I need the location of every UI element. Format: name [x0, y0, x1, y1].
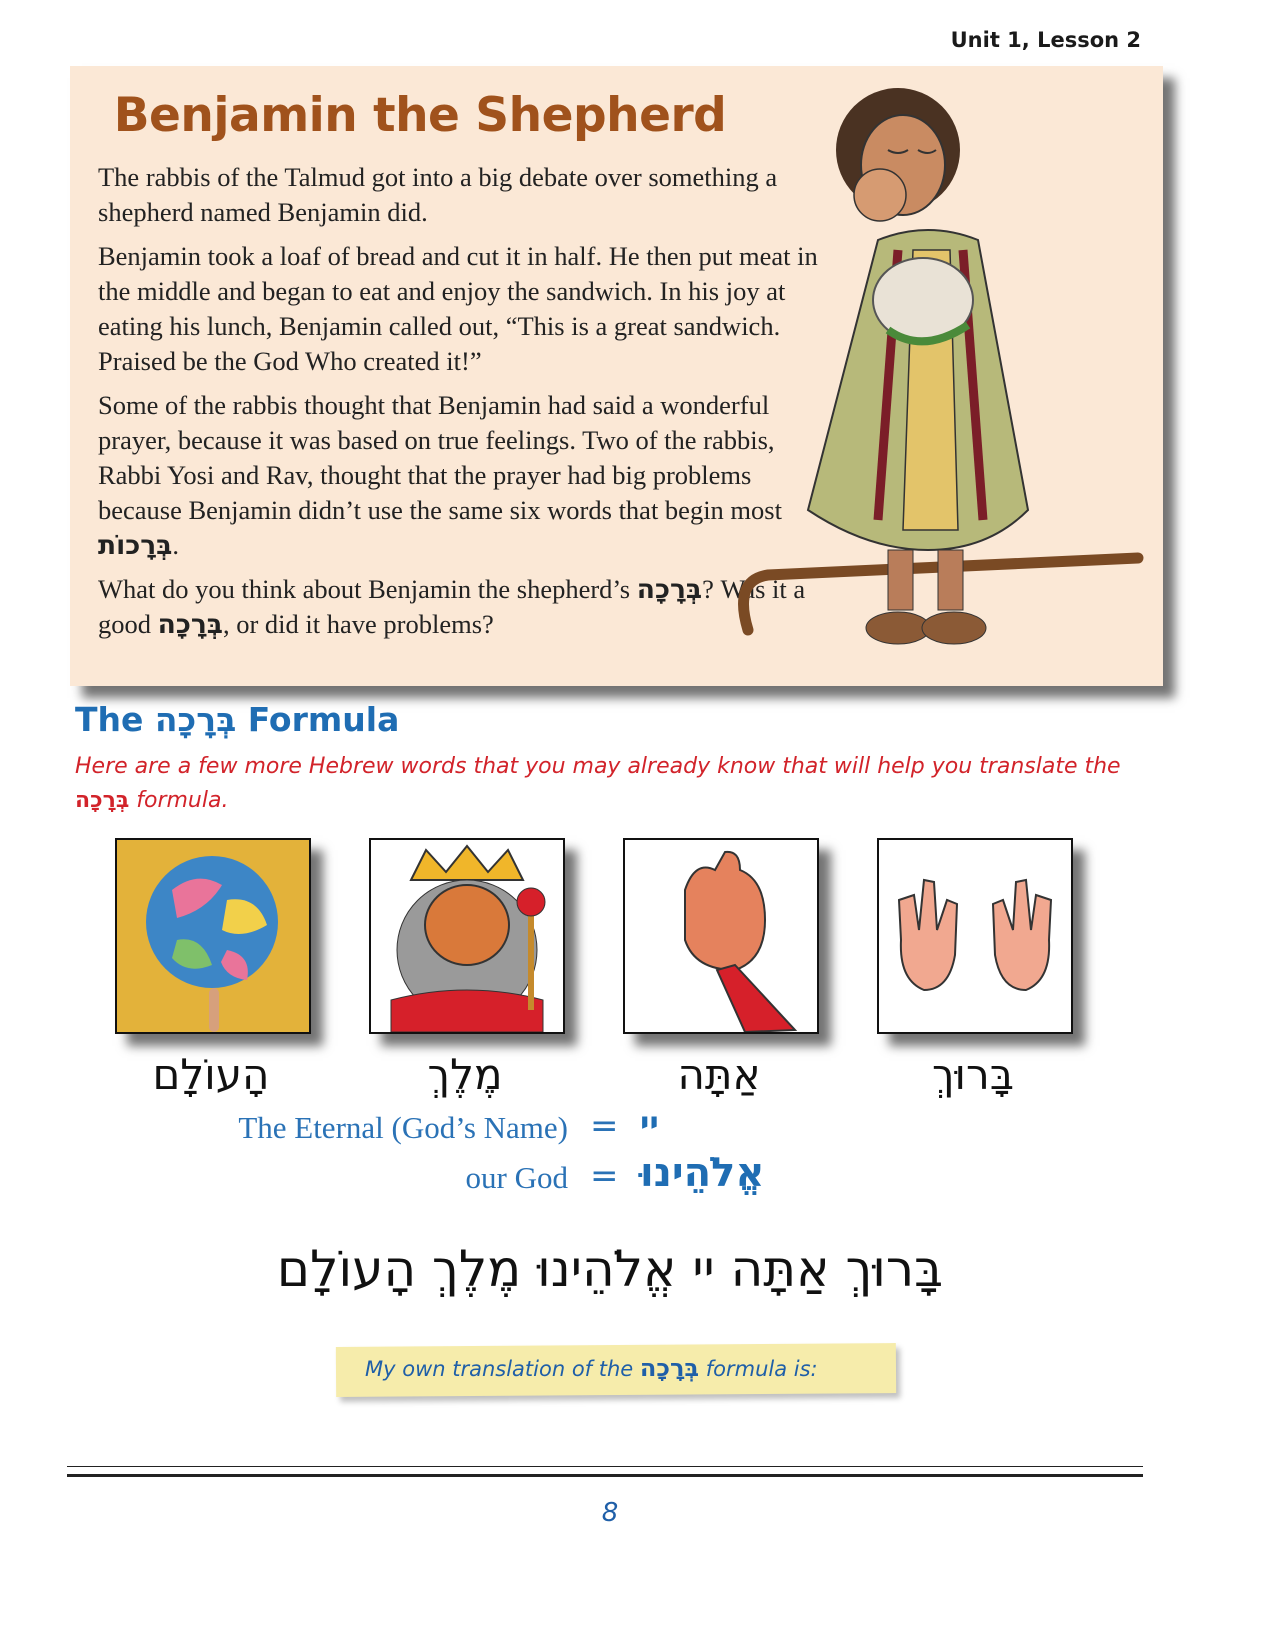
story-paragraph-3-text: Some of the rabbis thought that Benjamin had said a wonderful prayer, because it was based on true feelings. Two of the rabbis, Rabbi Yosi and Rav, thought that the prayer had big problems because Benjamin didn’t use the same six words that begin most: [98, 390, 782, 525]
story-paragraph-4-text: What do you think about Benjamin the shepherd’s: [98, 574, 637, 604]
hebrew-adonai: יי: [640, 1104, 659, 1142]
pointing-hand-icon: [625, 840, 817, 1032]
story-paragraph-3-end: .: [172, 530, 179, 560]
story-paragraph-3: [98, 388, 818, 563]
word-melech: מֶלֶךְ: [427, 1050, 503, 1099]
king-tile: [369, 838, 565, 1034]
hebrew-brachot: בְּרָכוֹת: [98, 530, 173, 561]
formula-section-intro: [75, 750, 1175, 818]
formula-title-text-end: Formula: [236, 700, 400, 739]
story-title: Benjamin the Shepherd: [113, 88, 727, 143]
footer-rule-thick: [67, 1474, 1143, 1477]
story-paragraph-4: [98, 572, 818, 642]
blessing-hands-icon: [879, 840, 1071, 1032]
hebrew-bracha: בְּרָכָה: [75, 788, 130, 813]
hebrew-bracha: בְּרָכָה: [639, 1354, 700, 1382]
definition-our-god: our God: [465, 1160, 568, 1195]
globe-on-finger-icon: [117, 840, 309, 1032]
own-translation-prompt: [365, 1354, 818, 1382]
shepherd-illustration: [728, 80, 1148, 680]
full-bracha-formula: בָּרוּךְ אַתָּה יי אֱלֹהֵינוּ מֶלֶךְ הָעוֹלָם: [276, 1240, 944, 1298]
story-paragraph-1: The rabbis of the Talmud got into a big debate over something a shepherd named Benjamin did.: [98, 162, 778, 227]
king-icon: [371, 840, 563, 1032]
equals-sign: =: [590, 1106, 619, 1146]
own-translation-text-end: formula is:: [699, 1357, 818, 1381]
word-atah: אַתָּה: [677, 1050, 761, 1099]
formula-title-text: The: [75, 700, 155, 739]
own-translation-text: My own translation of the: [365, 1357, 640, 1381]
definition-eternal: The Eternal (God’s Name): [238, 1110, 568, 1145]
story-paragraph-4-mid: ? Was it a good: [98, 574, 806, 639]
blessing-hands-tile: [877, 838, 1073, 1034]
word-haolam: הָעוֹלָם: [152, 1050, 270, 1099]
intro-text-end: formula.: [129, 788, 229, 813]
hebrew-bracha: בְּרָכָה: [636, 574, 703, 605]
equals-sign: =: [590, 1156, 619, 1196]
hebrew-bracha: בְּרָכָה: [157, 609, 223, 640]
hebrew-eloheinu: אֱלֹהֵינוּ: [640, 1150, 765, 1196]
story-paragraph-2: Benjamin took a loaf of bread and cut it in half. He then put meat in the middle and began to eat and enjoy the sandwich. In his joy at eating his lunch, Benjamin called out, “This is a great sandwich. Praised be the God Who created it!”: [98, 241, 818, 376]
intro-text: Here are a few more Hebrew words that you may already know that will help you translate the: [75, 754, 1121, 779]
footer-rule-thin: [67, 1466, 1143, 1467]
hebrew-bracha: בְּרָכָה: [154, 700, 237, 739]
formula-section-title: [75, 700, 399, 739]
story-paragraph-4-end: , or did it have problems?: [222, 609, 494, 639]
unit-lesson-label: Unit 1, Lesson 2: [950, 28, 1141, 52]
globe-tile: [115, 838, 311, 1034]
word-baruch: בָּרוּךְ: [932, 1050, 1014, 1099]
page-number: 8: [601, 1498, 619, 1528]
pointing-hand-tile: [623, 838, 819, 1034]
